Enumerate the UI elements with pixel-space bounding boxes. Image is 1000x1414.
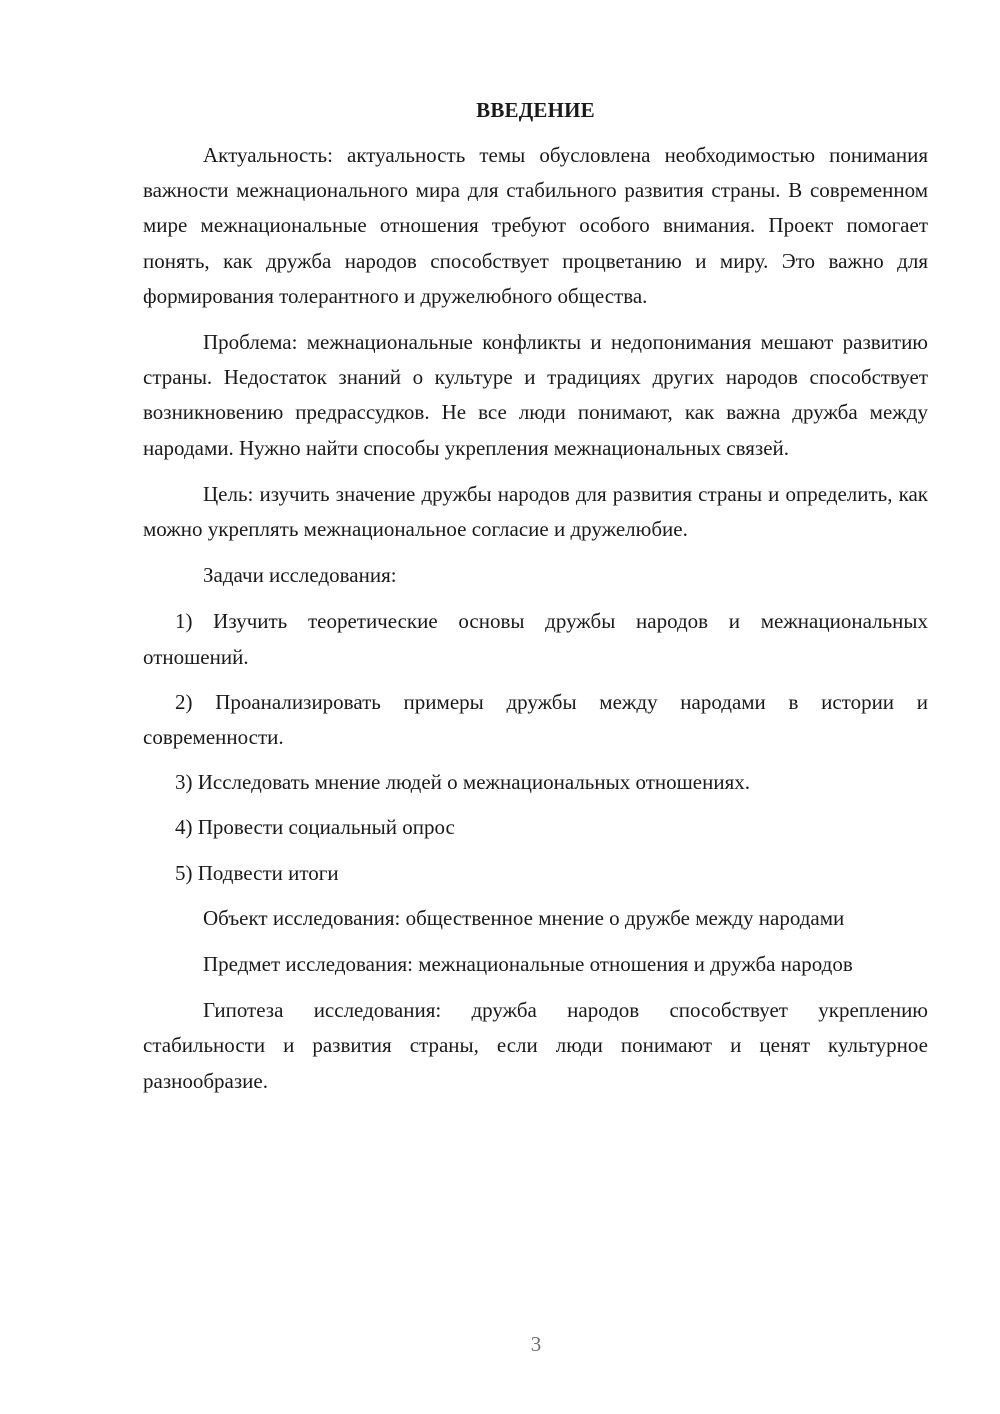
- task-item: 3) Исследовать мнение людей о межнациональных отношениях.: [175, 770, 750, 795]
- subject-paragraph: Предмет исследования: межнациональные отношения и дружба народов: [203, 952, 853, 977]
- goal-paragraph: Цель: изучить значение дружбы народов для развития страны и определить, как можно укреплять межнациональное согласие и дружелюбие.: [143, 481, 928, 542]
- tasks-heading: Задачи исследования:: [203, 563, 397, 588]
- task-item: 1) Изучить теоретические основы дружбы народов и межнациональных отношений.: [143, 609, 928, 669]
- object-paragraph: Объект исследования: общественное мнение о дружбе между народами: [203, 905, 845, 930]
- task-item: 2) Проанализировать примеры дружбы между народами в истории и современности.: [143, 689, 928, 750]
- page-number: 3: [530, 1332, 542, 1356]
- task-item: 5) Подвести итоги: [175, 860, 339, 885]
- task-item: 4) Провести социальный опрос: [175, 815, 455, 840]
- hypothesis-paragraph: Гипотеза исследования: дружба народов способствует укреплению стабильности и развития страны, если люди понимают и ценят культурное разнообразие.: [143, 998, 928, 1093]
- document-page: [143, 93, 928, 1110]
- relevance-paragraph: Актуальность: актуальность темы обусловлена необходимостью понимания важности межнационального мира для стабильного развития страны. В современном мире межнациональные отношения требуют особого внимания. Проект помогает понять, как дружба народов способствует процветанию и миру. Это важно для формирования толерантного и дружелюбного общества.: [143, 143, 928, 308]
- page-title: ВВЕДЕНИЕ: [476, 98, 595, 122]
- problem-paragraph: Проблема: межнациональные конфликты и недопонимания мешают развитию страны. Недостаток знаний о культуре и традициях других народов способствует возникновению предрассудков. Не все люди понимают, как важна дружба между народами. Нужно найти способы укрепления межнациональных связей.: [143, 330, 928, 460]
